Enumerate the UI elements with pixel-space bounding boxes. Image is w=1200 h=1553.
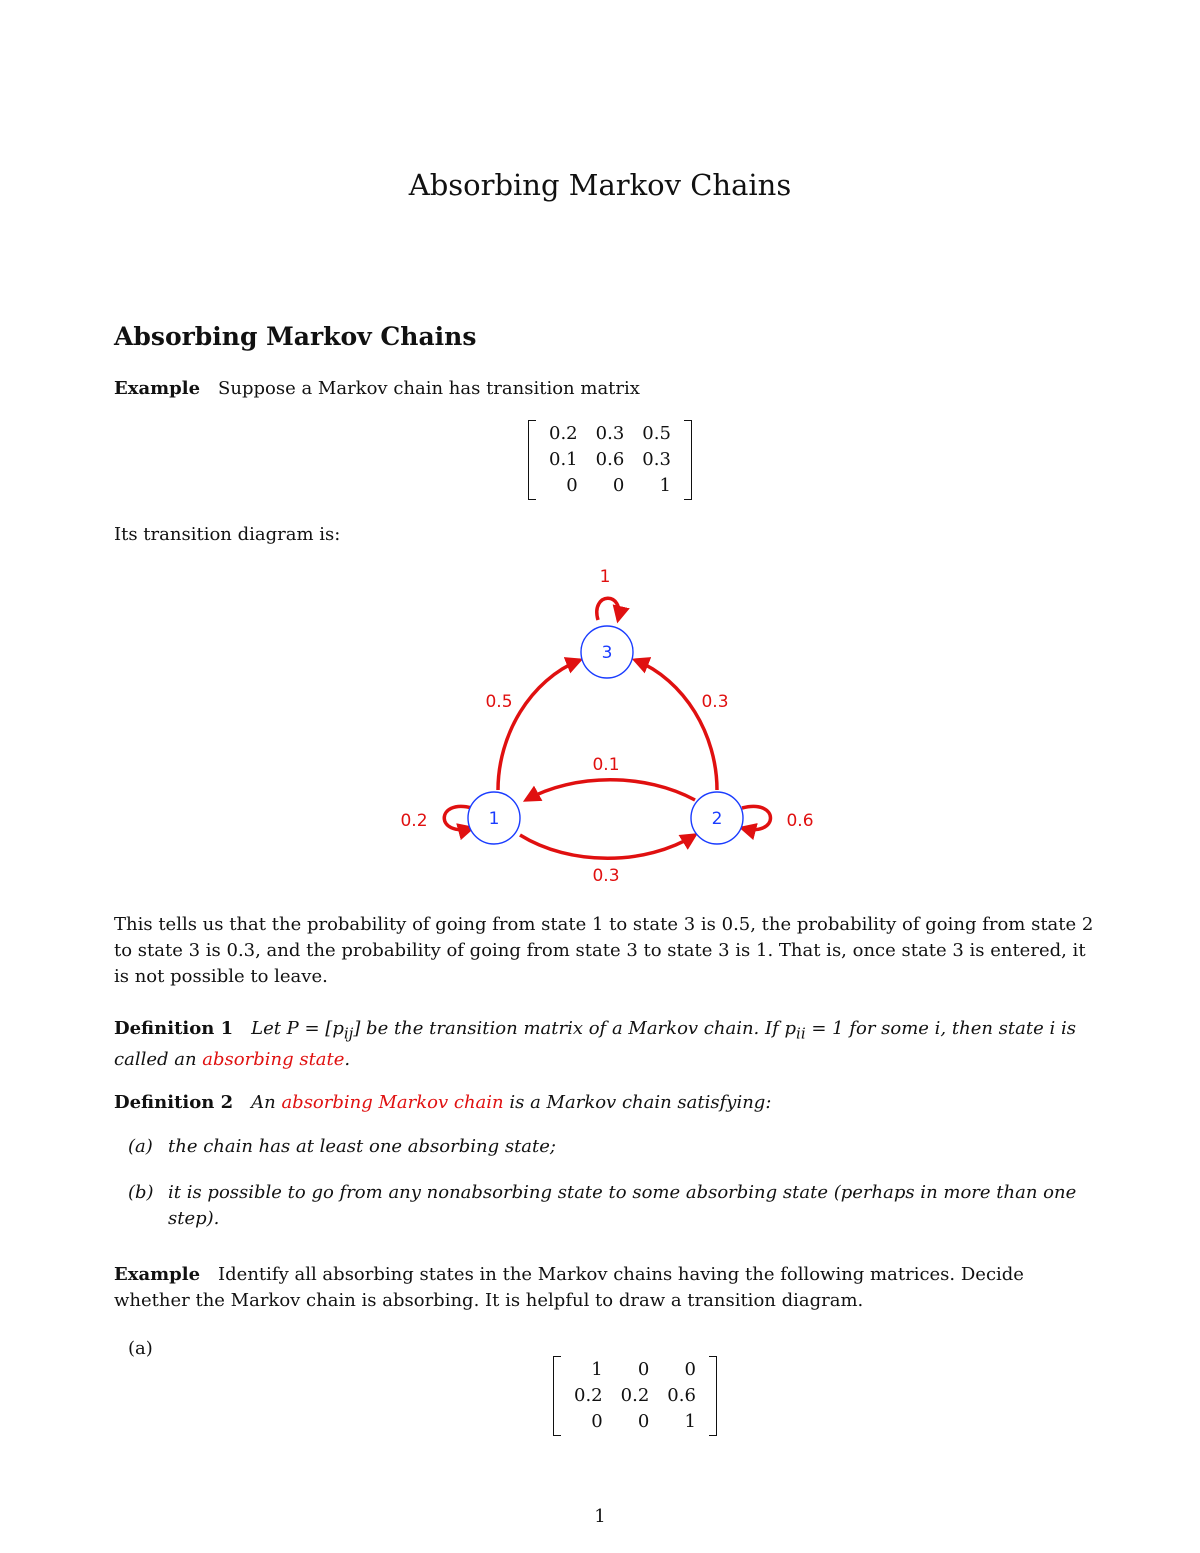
matrix-cell: 0.6 (595, 449, 625, 470)
absorbing-markov-chain-term: absorbing Markov chain (281, 1092, 504, 1113)
definition-2-label: Definition 2 (114, 1092, 234, 1113)
definition-2 (114, 1090, 1104, 1116)
diagram-intro: Its transition diagram is: (114, 524, 341, 545)
matrix-cell: 0 (612, 475, 625, 496)
matrix-cell: 1 (591, 1359, 603, 1380)
matrix-row (540, 421, 680, 447)
list-text-a: the chain has at least one absorbing state; (168, 1136, 556, 1157)
list-item-a (128, 1134, 1104, 1160)
definition-2-post: is a Markov chain satisfying: (503, 1092, 772, 1113)
edge-2-to-3 (635, 660, 717, 790)
definition-1-sub-ij: ij (343, 1024, 354, 1043)
edge-label-2-3: 0.3 (701, 692, 729, 712)
matrix-cell: 0.2 (620, 1385, 650, 1406)
section-title: Absorbing Markov Chains (114, 322, 477, 351)
edge-label-2-1: 0.1 (592, 755, 620, 775)
edge-2-to-1 (526, 780, 695, 800)
matrix-row (565, 1409, 705, 1435)
matrix-cell: 0 (637, 1411, 650, 1432)
matrix-row (540, 473, 680, 499)
edge-3-to-3 (597, 598, 619, 620)
explanation-paragraph: This tells us that the probability of going from state 1 to state 3 is 0.5, the probability of going from state 2 to state 3 is 0.3, and the probability of going from state 3 to state 3 is 1. That is, once state 3 is entered, it is not possible to leave. (114, 914, 1094, 987)
matrix-cell: 0.3 (642, 449, 671, 470)
document-title: Absorbing Markov Chains (408, 168, 792, 202)
edge-label-1-1: 0.2 (400, 811, 428, 831)
example-2-paragraph (114, 1262, 1104, 1314)
node-2-label: 2 (711, 809, 723, 829)
matrix-cell: 0.3 (595, 423, 625, 444)
absorbing-state-term: absorbing state (202, 1048, 345, 1070)
definition-1-text-a: Let P = [p (251, 1018, 344, 1039)
matrix-cell: 0 (637, 1359, 650, 1380)
matrix-row (565, 1383, 705, 1409)
matrix-2-table (565, 1357, 705, 1435)
matrix-cell: 0 (566, 475, 578, 496)
matrix-row (540, 447, 680, 473)
definition-1-text-c: = 1 for some i, then state i is called an (114, 1018, 1076, 1070)
transition-diagram (380, 560, 840, 890)
matrix-row (565, 1357, 705, 1383)
edge-1-to-3 (498, 660, 580, 790)
example-2-text: Identify all absorbing states in the Markov chains having the following matrices. Decide whether the Markov chain is absorbing. It is helpful to draw a transition diagram. (114, 1264, 1024, 1311)
example-2-label: Example (114, 1264, 201, 1285)
definition-2-pre: An (251, 1092, 282, 1113)
edge-1-to-2 (520, 835, 695, 858)
edge-2-to-2 (742, 806, 771, 829)
edge-label-1-2: 0.3 (592, 866, 620, 886)
matrix-1-table (540, 421, 680, 499)
matrix-cell: 0.6 (667, 1385, 696, 1406)
matrix-cell: 0.2 (549, 423, 578, 444)
definition-1 (114, 1016, 1104, 1073)
matrix-cell: 0 (591, 1411, 603, 1432)
example-1-label: Example (114, 378, 201, 399)
page-number: 1 (594, 1506, 606, 1527)
edge-label-1-3: 0.5 (485, 692, 513, 712)
definition-1-end: . (344, 1048, 351, 1070)
matrix-cell: 1 (659, 475, 671, 496)
definition-1-label: Definition 1 (114, 1018, 234, 1039)
node-1-label: 1 (488, 809, 500, 829)
list-text-b: it is possible to go from any nonabsorbing state to some absorbing state (perhaps in more than one step). (168, 1182, 1077, 1229)
list-item-b (128, 1180, 1104, 1232)
list-marker-b: (b) (128, 1182, 154, 1203)
transition-matrix-2 (553, 1356, 717, 1436)
matrix-cell: 0.5 (642, 423, 671, 444)
matrix-cell: 0 (684, 1359, 696, 1380)
definition-1-sub-ii: ii (796, 1024, 806, 1043)
example-1-paragraph (114, 376, 1104, 402)
node-3-label: 3 (601, 643, 613, 663)
definition-1-text-b: ] be the transition matrix of a Markov chain. If p (353, 1018, 797, 1039)
matrix-cell: 0.2 (574, 1385, 603, 1406)
matrix-cell: 0.1 (549, 449, 578, 470)
list-marker-a: (a) (128, 1136, 153, 1157)
edge-label-2-2: 0.6 (786, 811, 814, 831)
part-a-label: (a) (128, 1338, 153, 1359)
edge-label-3-3: 1 (599, 567, 611, 587)
transition-matrix-1 (528, 420, 692, 500)
example-1-text: Suppose a Markov chain has transition matrix (218, 378, 640, 399)
matrix-cell: 1 (684, 1411, 696, 1432)
